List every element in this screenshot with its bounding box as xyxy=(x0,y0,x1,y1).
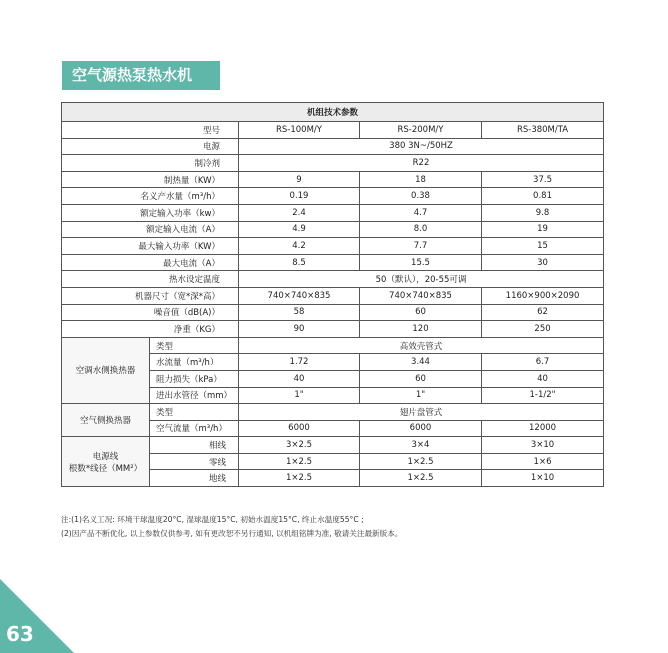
row-label: 热水设定温度 xyxy=(62,271,239,288)
cell: 15 xyxy=(482,238,604,255)
row-label: 净重（KG） xyxy=(62,321,239,338)
row-label: 机器尺寸（宽*深*高） xyxy=(62,287,239,304)
row-label: 相线 xyxy=(150,437,239,454)
row-label: 最大输入功率（KW） xyxy=(62,238,239,255)
cell: 380 3N~/50HZ xyxy=(239,138,604,155)
row-label: 制冷剂 xyxy=(62,155,239,172)
footnote: 注:(1)名义工况: 环境干球温度20°C, 湿球温度15°C, 初始水温度15°C, 终止水温度55°C ; xyxy=(61,515,364,524)
row-label: 类型 xyxy=(150,337,239,354)
cell: 翅片盘管式 xyxy=(239,404,604,421)
table-header: 机组技术参数 xyxy=(62,103,604,122)
cell: 3×10 xyxy=(482,437,604,454)
cell: 19 xyxy=(482,221,604,238)
table-row xyxy=(62,287,604,304)
cell: 3×2.5 xyxy=(239,437,360,454)
cell: 60 xyxy=(360,304,482,321)
cell: 15.5 xyxy=(360,254,482,271)
cell: 4.9 xyxy=(239,221,360,238)
cell: 9.8 xyxy=(482,204,604,221)
cell: 40 xyxy=(482,370,604,387)
row-label: 零线 xyxy=(150,453,239,470)
table-row xyxy=(62,221,604,238)
cell: 18 xyxy=(360,171,482,188)
page-title: 空气源热泵热水机 xyxy=(62,61,220,90)
table-row xyxy=(62,337,604,354)
row-label: 进出水管径（mm） xyxy=(150,387,239,404)
table-row xyxy=(62,122,604,139)
row-label: 最大电流（A） xyxy=(62,254,239,271)
row-label: 额定输入功率（kw） xyxy=(62,204,239,221)
cell: 8.0 xyxy=(360,221,482,238)
table-row xyxy=(62,138,604,155)
cell: 40 xyxy=(239,370,360,387)
row-label: 型号 xyxy=(62,122,239,139)
table-header-row xyxy=(62,103,604,122)
table-row xyxy=(62,321,604,338)
cell: 1.72 xyxy=(239,354,360,371)
footnote: (2)因产品不断优化, 以上参数仅供参考, 如有更改恕不另行通知, 以机组铭牌为准, 敬请关注最新版本。 xyxy=(61,529,403,538)
cell: 12000 xyxy=(482,420,604,437)
row-label: 电源 xyxy=(62,138,239,155)
footnotes xyxy=(61,513,621,541)
cell: 1×10 xyxy=(482,470,604,487)
row-label: 水流量（m³/h） xyxy=(150,354,239,371)
cell: 3.44 xyxy=(360,354,482,371)
cell: 58 xyxy=(239,304,360,321)
cell: 7.7 xyxy=(360,238,482,255)
cell: 4.7 xyxy=(360,204,482,221)
row-label: 名义产水量（m³/h） xyxy=(62,188,239,205)
cell: 0.19 xyxy=(239,188,360,205)
table-row xyxy=(62,271,604,288)
cell: 1" xyxy=(239,387,360,404)
cell: 30 xyxy=(482,254,604,271)
cell: 6000 xyxy=(239,420,360,437)
cell: 120 xyxy=(360,321,482,338)
cell: 1×2.5 xyxy=(360,453,482,470)
row-label: 噪音值（dB(A)） xyxy=(62,304,239,321)
row-label: 地线 xyxy=(150,470,239,487)
cell: 60 xyxy=(360,370,482,387)
table-row xyxy=(62,304,604,321)
cell: 1" xyxy=(360,387,482,404)
table-row xyxy=(62,404,604,421)
cell: 8.5 xyxy=(239,254,360,271)
cell: 1160×900×2090 xyxy=(482,287,604,304)
row-label: 类型 xyxy=(150,404,239,421)
table-row xyxy=(62,171,604,188)
group-label-water-hx: 空调水侧换热器 xyxy=(62,337,150,403)
row-label: 额定输入电流（A） xyxy=(62,221,239,238)
cell: 4.2 xyxy=(239,238,360,255)
cell: 1×6 xyxy=(482,453,604,470)
cell: 9 xyxy=(239,171,360,188)
row-label: 阻力损失（kPa） xyxy=(150,370,239,387)
cell: 6.7 xyxy=(482,354,604,371)
row-label: 空气流量（m³/h） xyxy=(150,420,239,437)
row-label: 制热量（KW） xyxy=(62,171,239,188)
cell: 62 xyxy=(482,304,604,321)
table-row xyxy=(62,254,604,271)
cell: 1×2.5 xyxy=(360,470,482,487)
cell: 1×2.5 xyxy=(239,453,360,470)
cell: 37.5 xyxy=(482,171,604,188)
cell: 3×4 xyxy=(360,437,482,454)
cell: 90 xyxy=(239,321,360,338)
table-row xyxy=(62,188,604,205)
cell: 1×2.5 xyxy=(239,470,360,487)
group-label-air-hx: 空气侧换热器 xyxy=(62,404,150,437)
table-row xyxy=(62,204,604,221)
cell: 高效壳管式 xyxy=(239,337,604,354)
cell: 50（默认），20-55可调 xyxy=(239,271,604,288)
group-label-cable xyxy=(62,437,150,487)
group-label-line: 电源线 xyxy=(92,451,119,462)
cell: 250 xyxy=(482,321,604,338)
cell: R22 xyxy=(239,155,604,172)
table-row xyxy=(62,155,604,172)
model-cell: RS-100M/Y xyxy=(239,122,360,139)
cell: 1-1/2" xyxy=(482,387,604,404)
table-row xyxy=(62,238,604,255)
cell: 2.4 xyxy=(239,204,360,221)
cell: 740×740×835 xyxy=(239,287,360,304)
cell: 6000 xyxy=(360,420,482,437)
model-cell: RS-380M/TA xyxy=(482,122,604,139)
table-row xyxy=(62,437,604,454)
model-cell: RS-200M/Y xyxy=(360,122,482,139)
spec-table xyxy=(61,102,604,487)
cell: 0.38 xyxy=(360,188,482,205)
page-number: 63 xyxy=(6,622,34,646)
cell: 740×740×835 xyxy=(360,287,482,304)
cell: 0.81 xyxy=(482,188,604,205)
group-label-line: 根数*线径（MM²） xyxy=(68,463,143,474)
